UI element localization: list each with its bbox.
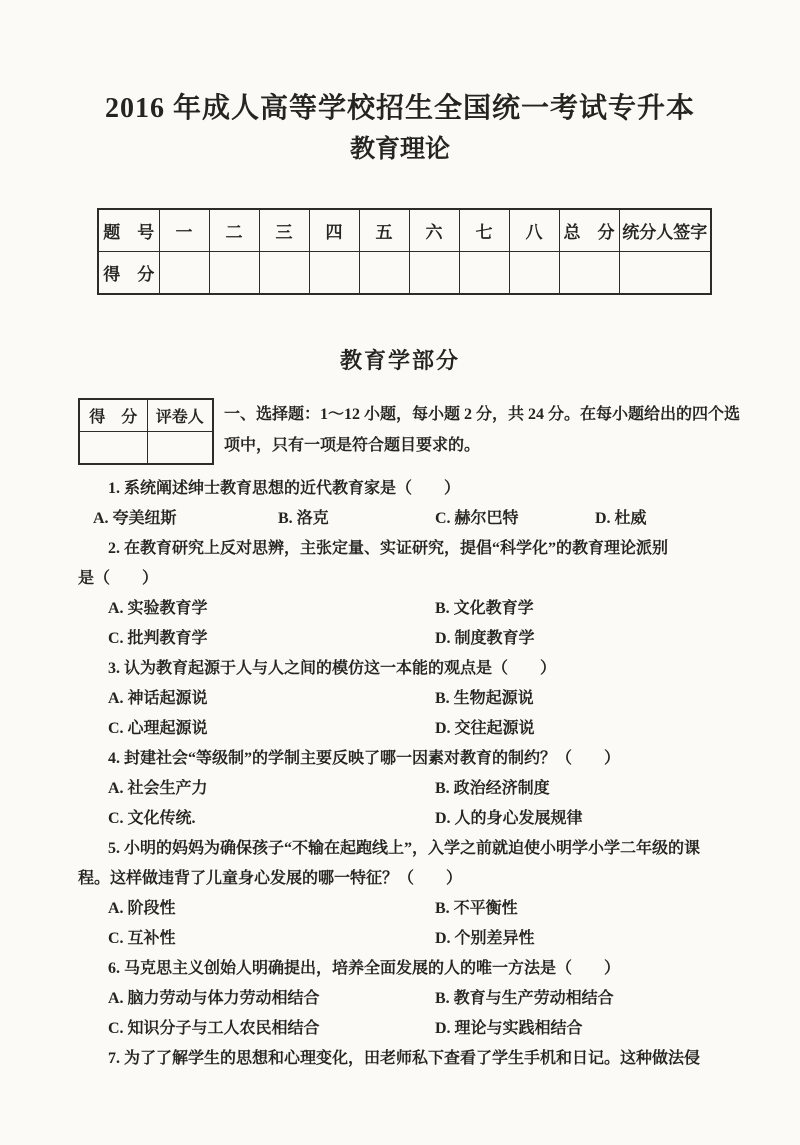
grader-box-header-row bbox=[79, 399, 213, 432]
question-1 bbox=[78, 474, 722, 534]
grader-box-empty-row bbox=[79, 432, 213, 465]
question-list bbox=[78, 474, 722, 1074]
score-cell-empty bbox=[259, 252, 309, 295]
option-d: D. 制度教育学 bbox=[435, 630, 535, 647]
score-cell-empty bbox=[509, 252, 559, 295]
option-c: C. 文化传统. bbox=[108, 810, 196, 827]
option-d: D. 杜威 bbox=[595, 510, 647, 527]
score-table-header-cell: 五 bbox=[359, 209, 409, 252]
option-a: A. 阶段性 bbox=[108, 900, 176, 917]
grader-box-grader-label: 评卷人 bbox=[147, 399, 213, 432]
question-5 bbox=[78, 834, 722, 954]
score-cell-empty bbox=[159, 252, 209, 295]
option-d: D. 个别差异性 bbox=[435, 930, 535, 947]
score-table-header-cell: 总 分 bbox=[559, 209, 619, 252]
option-b: B. 政治经济制度 bbox=[435, 780, 550, 797]
score-table-header-cell: 四 bbox=[309, 209, 359, 252]
score-cell-empty bbox=[459, 252, 509, 295]
option-c: C. 知识分子与工人农民相结合 bbox=[108, 1020, 320, 1037]
question-stem: 5. 小明的妈妈为确保孩子“不输在起跑线上”，入学之前就迫使小明学小学二年级的课 bbox=[108, 840, 701, 857]
question-options bbox=[78, 504, 722, 534]
score-table-header-cell: 二 bbox=[209, 209, 259, 252]
score-cell-empty bbox=[359, 252, 409, 295]
question-4 bbox=[78, 744, 722, 834]
question-stem-continued: 是（ ） bbox=[78, 570, 159, 587]
score-cell-empty bbox=[209, 252, 259, 295]
option-c: C. 互补性 bbox=[108, 930, 176, 947]
question-options bbox=[78, 594, 722, 654]
question-options bbox=[78, 684, 722, 744]
option-d: D. 人的身心发展规律 bbox=[435, 810, 583, 827]
option-b: B. 文化教育学 bbox=[435, 600, 534, 617]
score-table-header-cell: 七 bbox=[459, 209, 509, 252]
score-summary-table bbox=[97, 208, 712, 295]
question-stem: 2. 在教育研究上反对思辨，主张定量、实证研究，提倡“科学化”的教育理论派别 bbox=[108, 540, 669, 557]
score-table-header-cell: 一 bbox=[159, 209, 209, 252]
score-cell-empty bbox=[559, 252, 619, 295]
option-c: C. 赫尔巴特 bbox=[435, 510, 519, 527]
question-6 bbox=[78, 954, 722, 1044]
section-title: 教育学部分 bbox=[339, 348, 460, 373]
option-c: C. 心理起源说 bbox=[108, 720, 208, 737]
question-stem-continued: 程。这样做违背了儿童身心发展的哪一特征？（ ） bbox=[78, 870, 463, 887]
exam-title: 2016 年成人高等学校招生全国统一考试专升本 bbox=[104, 93, 695, 124]
question-stem: 7. 为了了解学生的思想和心理变化，田老师私下查看了学生手机和日记。这种做法侵 bbox=[108, 1050, 701, 1067]
score-table-header-cell: 六 bbox=[409, 209, 459, 252]
question-options bbox=[78, 984, 722, 1044]
score-cell-empty bbox=[409, 252, 459, 295]
instructions-line: 项中，只有一项是符合题目要求的。 bbox=[224, 437, 481, 454]
exam-subtitle: 教育理论 bbox=[349, 136, 450, 163]
question-stem: 3. 认为教育起源于人与人之间的模仿这一本能的观点是（ ） bbox=[108, 660, 557, 677]
score-table-header-cell: 八 bbox=[509, 209, 559, 252]
score-cell-empty bbox=[309, 252, 359, 295]
question-stem: 6. 马克思主义创始人明确提出，培养全面发展的人的唯一方法是（ ） bbox=[108, 960, 621, 977]
option-a: A. 脑力劳动与体力劳动相结合 bbox=[108, 990, 320, 1007]
score-table-score-row bbox=[98, 252, 711, 295]
option-a: A. 神话起源说 bbox=[108, 690, 208, 707]
instructions-line: 一、选择题：1～12 小题，每小题 2 分，共 24 分。在每小题给出的四个选 bbox=[224, 406, 741, 423]
option-d: D. 交往起源说 bbox=[435, 720, 535, 737]
option-b: B. 洛克 bbox=[278, 510, 329, 527]
question-stem: 1. 系统阐述绅士教育思想的近代教育家是（ ） bbox=[108, 480, 461, 497]
option-a: A. 夸美纽斯 bbox=[93, 510, 177, 527]
option-b: B. 生物起源说 bbox=[435, 690, 534, 707]
score-table-header-cell: 题 号 bbox=[98, 209, 159, 252]
section-instructions bbox=[78, 398, 741, 465]
grader-box-empty-cell bbox=[147, 432, 213, 465]
score-table-header-row bbox=[98, 209, 711, 252]
score-table-header-cell: 统分人签字 bbox=[619, 209, 711, 252]
score-row-label: 得 分 bbox=[98, 252, 159, 295]
score-table-header-cell: 三 bbox=[259, 209, 309, 252]
option-d: D. 理论与实践相结合 bbox=[435, 1020, 583, 1037]
question-3 bbox=[78, 654, 722, 744]
option-b: B. 教育与生产劳动相结合 bbox=[435, 990, 614, 1007]
question-options bbox=[78, 774, 722, 834]
grader-box-empty-cell bbox=[79, 432, 147, 465]
option-c: C. 批判教育学 bbox=[108, 630, 208, 647]
question-options bbox=[78, 894, 722, 954]
question-stem: 4. 封建社会“等级制”的学制主要反映了哪一因素对教育的制约？（ ） bbox=[108, 750, 621, 767]
score-cell-empty bbox=[619, 252, 711, 295]
question-2 bbox=[78, 534, 722, 654]
grader-box-score-label: 得 分 bbox=[79, 399, 147, 432]
option-a: A. 社会生产力 bbox=[108, 780, 208, 797]
instructions-text bbox=[224, 398, 740, 461]
question-7 bbox=[78, 1044, 722, 1074]
grader-score-box bbox=[78, 398, 214, 465]
option-b: B. 不平衡性 bbox=[435, 900, 518, 917]
option-a: A. 实验教育学 bbox=[108, 600, 208, 617]
